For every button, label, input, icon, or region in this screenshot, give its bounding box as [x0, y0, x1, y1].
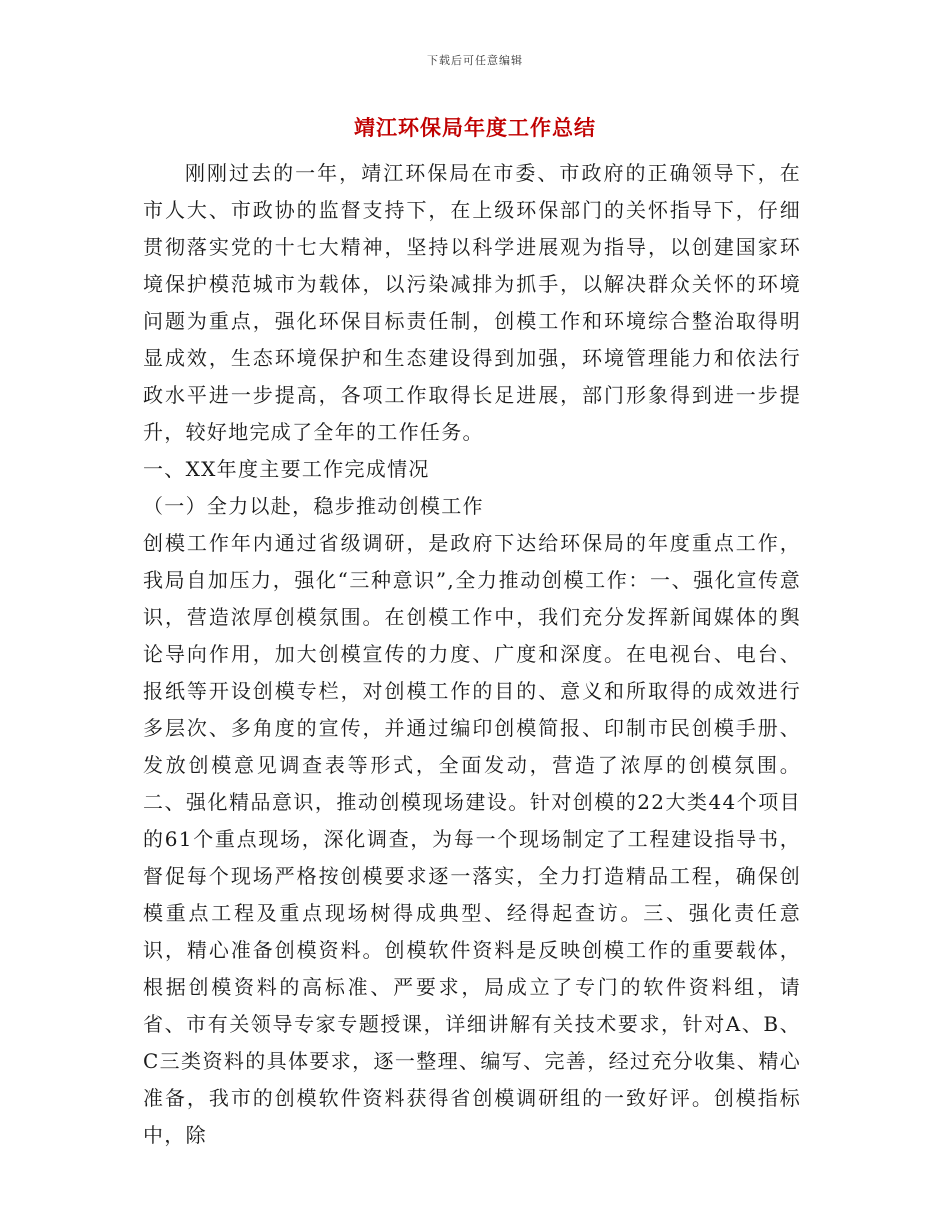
document-title: 靖江环保局年度工作总结 — [354, 115, 596, 140]
intro-paragraph: 刚刚过去的一年，靖江环保局在市委、市政府的正确领导下，在市人大、市政协的监督支持下，在上级环保部门的关怀指导下，仔细贯彻落实党的十七大精神，坚持以科学进展观为指导，以创建国家环境保护模范城市为载体，以污染减排为抓手，以解决群众关怀的环境问题为重点，强化环保目标责任制，创模工作和环境综合整治取得明显成效，生态环境保护和生态建设得到加强，环境管理能力和依法行政水平进一步提高，各项工作取得长足进展，部门形象得到进一步提升，较好地完成了全年的工作任务。 — [143, 161, 801, 444]
subsection-heading: （一）全力以赴，稳步推动创模工作 — [143, 494, 484, 518]
page-header-note: 下载后可任意编辑 — [427, 54, 523, 67]
section-heading: 一、XX年度主要工作完成情况 — [143, 457, 430, 481]
body-paragraph: 创模工作年内通过省级调研，是政府下达给环保局的年度重点工作，我局自加压力，强化“三种意识”,全力推动创模工作：一、强化宣传意识，营造浓厚创模氛围。在创模工作中，我们充分发挥新闻媒体的舆论导向作用，加大创模宣传的力度、广度和深度。在电视台、电台、报纸等开设创模专栏，对创模工作的目的、意义和所取得的成效进行多层次、多角度的宣传，并通过编印创模简报、印制市民创模手册、发放创模意见调查表等形式，全面发动，营造了浓厚的创模氛围。二、强化精品意识，推动创模现场建设。针对创模的22大类44个项目的61个重点现场，深化调查，为每一个现场制定了工程建设指导书，督促每个现场严格按创模要求逐一落实，全力打造精品工程，确保创模重点工程及重点现场树得成典型、经得起查访。三、强化责任意识，精心准备创模资料。创模软件资料是反映创模工作的重要载体，根据创模资料的高标准、严要求，局成立了专门的软件资料组，请省、市有关领导专家专题授课，详细讲解有关技术要求，针对A、B、C三类资料的具体要求，逐一整理、编写、完善，经过充分收集、精心准备，我市的创模软件资料获得省创模调研组的一致好评。创模指标中，除 — [143, 531, 801, 1147]
document-body — [143, 155, 801, 1154]
